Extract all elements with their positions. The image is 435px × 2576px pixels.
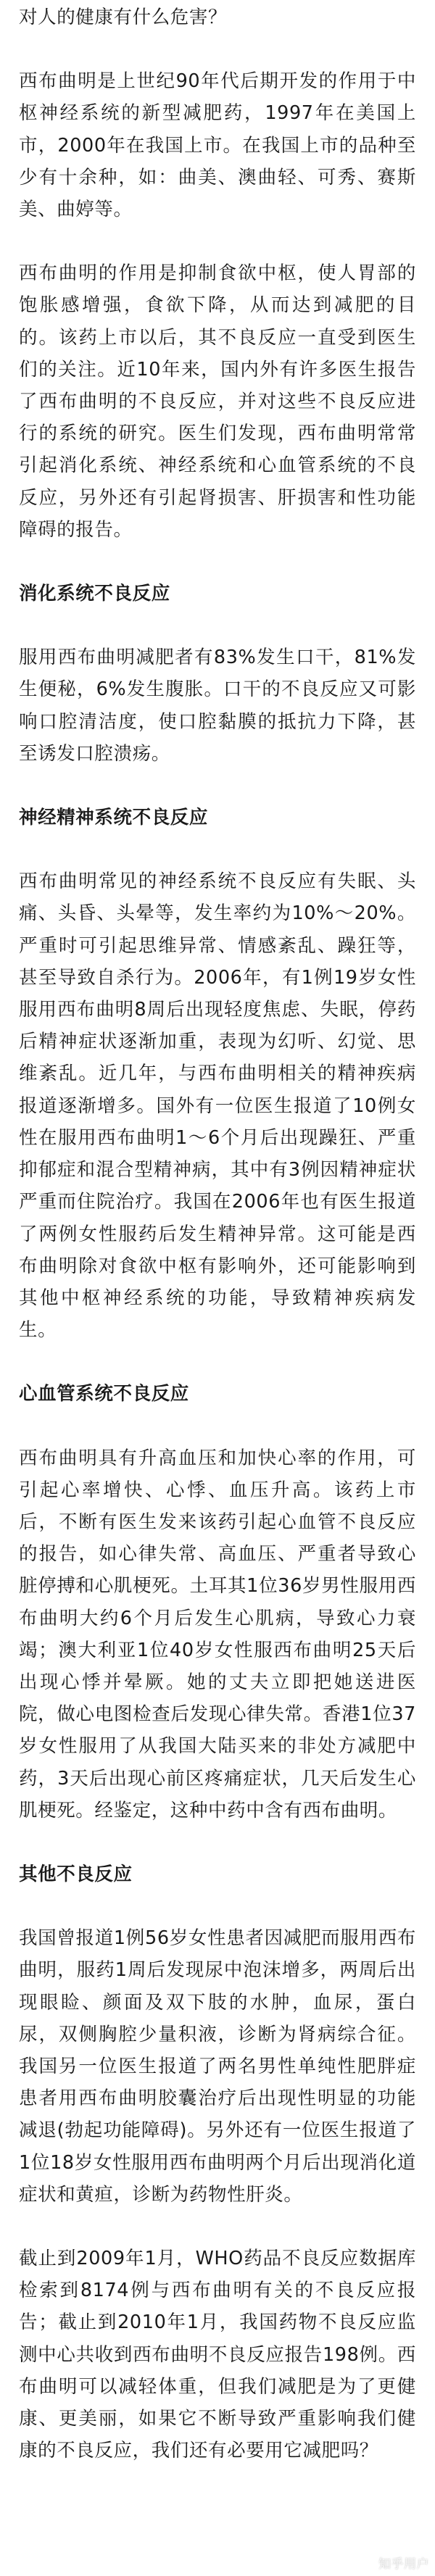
spacer xyxy=(19,2211,416,2243)
section-paragraph-neuro: 西布曲明常见的神经系统不良反应有失眠、头痛、头昏、头晕等，发生率约为10%～20%。严重时可引起思维异常、情感紊乱、躁狂等，甚至导致自杀行为。2006年，有1例19岁女性服用西布曲明8周后出现轻度焦虑、失眠，停药后精神症状逐渐加重，表现为幻听、幻觉、思维紊乱。近几年，与西布曲明相关的精神疾病报道逐渐增多。国外有一位医生报道了10例女性在服用西布曲明1～6个月后出现躁狂、严重抑郁症和混合型精神病，其中有3例因精神症状严重而住院治疗。我国在2006年也有医生报道了两例女性服药后发生精神异常。这可能是西布曲明除对食欲中枢有影响外，还可能影响到其他中枢神经系统的功能，导致精神疾病发生。 xyxy=(19,871,416,1342)
spacer xyxy=(19,225,416,257)
spacer xyxy=(19,834,416,865)
spacer xyxy=(19,610,416,641)
intro-heading: 对人的健康有什么危害？ xyxy=(19,7,228,28)
spacer xyxy=(19,1410,416,1442)
watermark-text: 知乎用户 xyxy=(378,2557,429,2572)
spacer xyxy=(19,546,416,578)
spacer xyxy=(19,1890,416,1922)
section-heading-other: 其他不良反应 xyxy=(19,1863,133,1885)
section-paragraph-cardio: 西布曲明具有升高血压和加快心率的作用，可引起心率增快、心悸、血压升高。该药上市后，不断有医生发来该药引起心血管不良反应的报告，如心律失常、高血压、严重者导致心脏停搏和心肌梗死。土耳其1位36岁男性服用西布曲明大约6个月后发生心肌病，导致心力衰竭；澳大利亚1位40岁女性服西布曲明25天后出现心悸并晕厥。她的丈夫立即把她送进医院，做心电图检查后发现心律失常。香港1位37岁女性服用了从我国大陆买来的非处方减肥中药，3天后出现心前区疼痛症状，几天后发生心肌梗死。经鉴定，这种中药中含有西布曲明。 xyxy=(19,1447,416,1821)
section-heading-digestive: 消化系统不良反应 xyxy=(19,583,170,605)
spacer xyxy=(19,1346,416,1378)
section-paragraph-other-1: 我国曾报道1例56岁女性患者因减肥而服用西布曲明，服药1周后发现尿中泡沫增多，两周后出现眼睑、颜面及双下肢的水肿，血尿，蛋白尿，双侧胸腔少量积液，诊断为肾病综合征。我国另一位医生报道了两名男性单纯性肥胖症患者用西布曲明胶囊治疗后出现性明显的功能减退(勃起功能障碍)。另外还有一位医生报道了1位18岁女性服用西布曲明两个月后出现消化道症状和黄疸，诊断为药物性肝炎。 xyxy=(19,1927,416,2206)
spacer xyxy=(19,770,416,802)
section-paragraph-other-2: 截止到2009年1月，WHO药品不良反应数据库检索到8174例与西布曲明有关的不良反应报告；截止到2010年1月，我国药物不良反应监测中心共收到西布曲明不良反应报告198例。西布曲明可以减轻体重，但我们减肥是为了更健康、更美丽，如果它不断导致严重影响我们健康的不良反应，我们还有必要用它减肥吗？ xyxy=(19,2247,416,2462)
spacer xyxy=(19,33,416,65)
section-heading-cardio: 心血管系统不良反应 xyxy=(19,1383,189,1405)
intro-paragraph-1: 西布曲明是上世纪90年代后期开发的作用于中枢神经系统的新型减肥药，1997年在美国上市，2000年在我国上市。在我国上市的品种至少有十余种，如：曲美、澳曲轻、可秀、赛斯美、曲婷等。 xyxy=(19,70,416,221)
intro-paragraph-2: 西布曲明的作用是抑制食欲中枢，使人胃部的饱胀感增强，食欲下降，从而达到减肥的目的。该药上市以后，其不良反应一直受到医生们的关注。近10年来，国内外有许多医生报告了西布曲明的不良反应，并对这些不良反应进行的系统的研究。医生们发现，西布曲明常常引起消化系统、神经系统和心血管系统的不良反应，另外还有引起肾损害、肝损害和性功能障碍的报告。 xyxy=(19,262,416,541)
section-paragraph-digestive: 服用西布曲明减肥者有83%发生口干，81%发生便秘，6%发生腹胀。口干的不良反应又可影响口腔清洁度，使口腔黏膜的抵抗力下降，甚至诱发口腔溃疡。 xyxy=(19,647,416,765)
spacer xyxy=(19,1827,416,1858)
section-heading-neuro: 神经精神系统不良反应 xyxy=(19,807,209,829)
